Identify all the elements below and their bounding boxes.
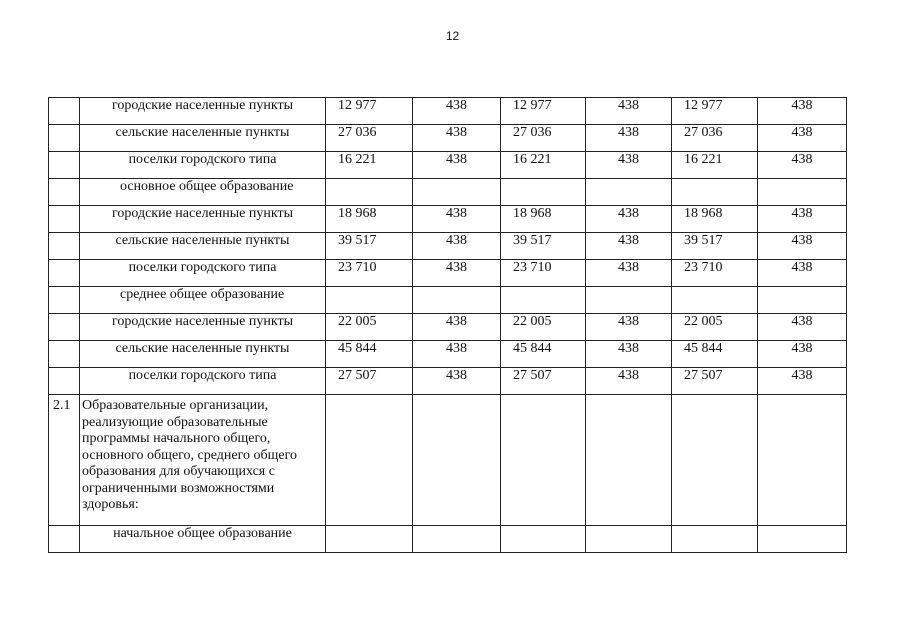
value-cell bbox=[501, 179, 586, 206]
row-number-cell bbox=[49, 179, 80, 206]
row-number-cell bbox=[49, 125, 80, 152]
value-cell: 18 968 bbox=[501, 206, 586, 233]
count-cell: 438 bbox=[586, 233, 672, 260]
value-cell: 16 221 bbox=[672, 152, 758, 179]
value-cell: 18 968 bbox=[672, 206, 758, 233]
category-description-cell bbox=[80, 395, 326, 526]
description-line: реализующие образовательные bbox=[82, 414, 268, 430]
empty-cell bbox=[326, 526, 413, 553]
value-cell: 39 517 bbox=[501, 233, 586, 260]
count-cell: 438 bbox=[413, 368, 501, 395]
count-cell bbox=[413, 179, 501, 206]
description-line: ограниченными возможностями bbox=[82, 480, 275, 496]
count-cell: 438 bbox=[586, 314, 672, 341]
value-cell: 27 036 bbox=[326, 125, 413, 152]
value-cell: 27 507 bbox=[326, 368, 413, 395]
count-cell: 438 bbox=[758, 341, 847, 368]
value-cell: 23 710 bbox=[672, 260, 758, 287]
row-number-cell bbox=[49, 233, 80, 260]
row-number-cell bbox=[49, 368, 80, 395]
row-number-cell bbox=[49, 260, 80, 287]
value-cell: 27 507 bbox=[672, 368, 758, 395]
count-cell: 438 bbox=[586, 368, 672, 395]
section-heading-cell: основное общее образование bbox=[80, 179, 326, 206]
count-cell: 438 bbox=[758, 368, 847, 395]
table-row bbox=[49, 206, 847, 233]
description-line: образования для обучающихся с bbox=[82, 464, 275, 479]
count-cell: 438 bbox=[413, 206, 501, 233]
count-cell: 438 bbox=[758, 206, 847, 233]
count-cell: 438 bbox=[758, 152, 847, 179]
section-heading-cell: среднее общее образование bbox=[80, 287, 326, 314]
section-heading-cell: начальное общее образование bbox=[80, 526, 326, 553]
settlement-type-cell: городские населенные пункты bbox=[80, 98, 326, 125]
table-row bbox=[49, 233, 847, 260]
table-row bbox=[49, 125, 847, 152]
value-cell: 18 968 bbox=[326, 206, 413, 233]
count-cell: 438 bbox=[586, 98, 672, 125]
row-number-cell: 2.1 bbox=[49, 395, 80, 526]
count-cell bbox=[413, 287, 501, 314]
value-cell bbox=[672, 287, 758, 314]
value-cell bbox=[326, 287, 413, 314]
empty-cell bbox=[586, 395, 672, 526]
row-number-cell bbox=[49, 152, 80, 179]
table-row bbox=[49, 395, 847, 526]
count-cell: 438 bbox=[586, 206, 672, 233]
value-cell: 12 977 bbox=[501, 98, 586, 125]
empty-cell bbox=[413, 526, 501, 553]
table-row bbox=[49, 179, 847, 206]
value-cell: 39 517 bbox=[672, 233, 758, 260]
settlement-type-cell: поселки городского типа bbox=[80, 368, 326, 395]
description-line: Образовательные организации, bbox=[82, 398, 269, 413]
settlement-type-cell: сельские населенные пункты bbox=[80, 125, 326, 152]
value-cell: 39 517 bbox=[326, 233, 413, 260]
count-cell bbox=[586, 287, 672, 314]
value-cell: 27 507 bbox=[501, 368, 586, 395]
row-number-cell bbox=[49, 98, 80, 125]
count-cell: 438 bbox=[758, 98, 847, 125]
count-cell bbox=[758, 287, 847, 314]
value-cell: 23 710 bbox=[501, 260, 586, 287]
value-cell bbox=[501, 287, 586, 314]
empty-cell bbox=[413, 395, 501, 526]
value-cell: 12 977 bbox=[672, 98, 758, 125]
settlement-type-cell: городские населенные пункты bbox=[80, 206, 326, 233]
table-row bbox=[49, 260, 847, 287]
count-cell bbox=[586, 179, 672, 206]
row-number-cell bbox=[49, 287, 80, 314]
value-cell: 45 844 bbox=[672, 341, 758, 368]
count-cell: 438 bbox=[758, 233, 847, 260]
settlement-type-cell: сельские населенные пункты bbox=[80, 233, 326, 260]
table-row bbox=[49, 152, 847, 179]
count-cell: 438 bbox=[586, 260, 672, 287]
value-cell: 45 844 bbox=[326, 341, 413, 368]
row-number-cell bbox=[49, 206, 80, 233]
value-cell: 23 710 bbox=[326, 260, 413, 287]
settlement-type-cell: поселки городского типа bbox=[80, 260, 326, 287]
description-line: основного общего, среднего общего bbox=[82, 447, 298, 463]
value-cell: 27 036 bbox=[501, 125, 586, 152]
settlement-type-cell: поселки городского типа bbox=[80, 152, 326, 179]
page-number: 12 bbox=[445, 29, 460, 43]
count-cell: 438 bbox=[758, 314, 847, 341]
table-row bbox=[49, 526, 847, 553]
allocation-table bbox=[48, 97, 847, 553]
table-row bbox=[49, 314, 847, 341]
row-number-cell bbox=[49, 341, 80, 368]
empty-cell bbox=[501, 526, 586, 553]
row-number-cell bbox=[49, 314, 80, 341]
empty-cell bbox=[586, 526, 672, 553]
empty-cell bbox=[758, 395, 847, 526]
count-cell: 438 bbox=[586, 125, 672, 152]
count-cell: 438 bbox=[758, 125, 847, 152]
value-cell bbox=[672, 179, 758, 206]
settlement-type-cell: городские населенные пункты bbox=[80, 314, 326, 341]
count-cell: 438 bbox=[758, 260, 847, 287]
count-cell: 438 bbox=[413, 152, 501, 179]
count-cell: 438 bbox=[413, 98, 501, 125]
description-line: здоровья: bbox=[82, 497, 139, 512]
description-line: программы начального общего, bbox=[82, 431, 271, 446]
count-cell bbox=[758, 179, 847, 206]
count-cell: 438 bbox=[413, 125, 501, 152]
empty-cell bbox=[672, 526, 758, 553]
empty-cell bbox=[672, 395, 758, 526]
count-cell: 438 bbox=[586, 152, 672, 179]
value-cell: 45 844 bbox=[501, 341, 586, 368]
value-cell: 16 221 bbox=[326, 152, 413, 179]
count-cell: 438 bbox=[586, 341, 672, 368]
value-cell bbox=[326, 179, 413, 206]
value-cell: 16 221 bbox=[501, 152, 586, 179]
count-cell: 438 bbox=[413, 233, 501, 260]
value-cell: 27 036 bbox=[672, 125, 758, 152]
empty-cell bbox=[758, 526, 847, 553]
table-row bbox=[49, 341, 847, 368]
value-cell: 12 977 bbox=[326, 98, 413, 125]
table-row bbox=[49, 287, 847, 314]
empty-cell bbox=[501, 395, 586, 526]
count-cell: 438 bbox=[413, 314, 501, 341]
table-row bbox=[49, 98, 847, 125]
settlement-type-cell: сельские населенные пункты bbox=[80, 341, 326, 368]
value-cell: 22 005 bbox=[672, 314, 758, 341]
empty-cell bbox=[326, 395, 413, 526]
table-row bbox=[49, 368, 847, 395]
row-number-cell bbox=[49, 526, 80, 553]
count-cell: 438 bbox=[413, 341, 501, 368]
count-cell: 438 bbox=[413, 260, 501, 287]
value-cell: 22 005 bbox=[326, 314, 413, 341]
value-cell: 22 005 bbox=[501, 314, 586, 341]
